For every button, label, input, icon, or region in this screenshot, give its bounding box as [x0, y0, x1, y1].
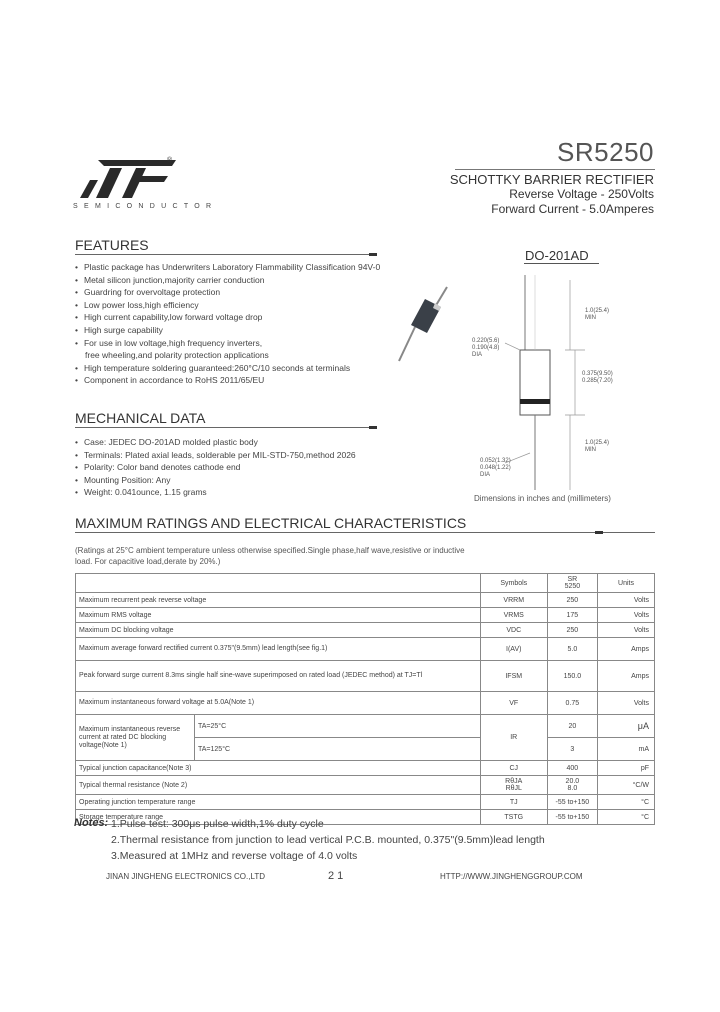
package-rule [524, 263, 599, 264]
footer-page: 2 1 [328, 870, 344, 882]
features-rule-mark [369, 253, 377, 256]
features-rule [75, 254, 375, 255]
list-item: • Mounting Position: Any [75, 474, 455, 487]
table-cell: VF [480, 692, 547, 715]
table-row [76, 638, 655, 661]
table-row [76, 715, 655, 738]
table-cell: SR 5250 [547, 574, 597, 593]
ratings-heading: MAXIMUM RATINGS AND ELECTRICAL CHARACTERISTICS [75, 515, 467, 531]
table-cell: Maximum DC blocking voltage [76, 623, 481, 638]
table-cell: 0.75 [547, 692, 597, 715]
table-cell: IFSM [480, 661, 547, 692]
table-cell: Amps [598, 638, 655, 661]
table-cell: °C [598, 795, 655, 810]
ratings-rule-mark [595, 531, 603, 534]
table-cell: Maximum average forward rectified current 0.375"(9.5mm) lead length(see fig.1) [76, 638, 481, 661]
table-cell: CJ [480, 761, 547, 776]
table-cell: I(AV) [480, 638, 547, 661]
table-cell: Volts [598, 623, 655, 638]
table-cell: Typical thermal resistance (Note 2) [76, 776, 481, 795]
table-cell: -55 to+150 [547, 810, 597, 825]
forward-current: Forward Current - 5.0Amperes [491, 202, 654, 216]
table-cell: Symbols [480, 574, 547, 593]
list-item: • High current capability,low forward voltage drop [75, 311, 455, 324]
table-row [76, 608, 655, 623]
list-item: free wheeling,and polarity protection applications [85, 350, 269, 361]
table-cell: Volts [598, 608, 655, 623]
table-cell: RθJA RθJL [480, 776, 547, 795]
table-cell [76, 574, 481, 593]
list-item: • For use in low voltage,high frequency inverters, [75, 337, 455, 350]
registered-mark: ® [167, 157, 173, 164]
table-cell: TJ [480, 795, 547, 810]
list-item: • Metal silicon junction,majority carrier conduction [75, 274, 455, 287]
diode-photo-icon [395, 285, 455, 365]
table-cell: 175 [547, 608, 597, 623]
table-cell: TA=125°C [195, 738, 481, 761]
ratings-note-line2: load. For capacitive load,derate by 20%.) [75, 557, 221, 566]
list-item: • Polarity: Color band denotes cathode end [75, 461, 455, 474]
mechanical-heading: MECHANICAL DATA [75, 410, 206, 426]
list-item: • Case: JEDEC DO-201AD molded plastic body [75, 436, 455, 449]
table-cell: pF [598, 761, 655, 776]
table-row [76, 623, 655, 638]
notes-label: Notes: [74, 817, 109, 829]
table-row [76, 795, 655, 810]
header-rule [455, 169, 655, 170]
table-cell: TA=25°C [195, 715, 481, 738]
package-name: DO-201AD [525, 248, 589, 263]
table-cell: TSTG [480, 810, 547, 825]
table-cell: 150.0 [547, 661, 597, 692]
table-cell: Volts [598, 593, 655, 608]
dim-body-len: 0.375(9.50) 0.285(7.20) [582, 371, 613, 384]
table-cell: VDC [480, 623, 547, 638]
table-cell: Storage temperature range [76, 810, 481, 825]
list-item: • High surge capability [75, 324, 455, 337]
list-item: • Component in accordance to RoHS 2011/65/EU [75, 374, 455, 387]
note-1: 1.Pulse test: 300μs pulse width,1% duty cycle [111, 818, 324, 830]
list-item: • Plastic package has Underwriters Laboratory Flammability Classification 94V-0 [75, 261, 455, 274]
list-item: • Terminals: Plated axial leads, solderable per MIL-STD-750,method 2026 [75, 449, 455, 462]
table-cell: mA [598, 738, 655, 761]
table-cell: °C [598, 810, 655, 825]
ratings-table [75, 573, 655, 825]
footer-company: JINAN JINGHENG ELECTRONICS CO.,LTD [106, 872, 265, 881]
product-title: SCHOTTKY BARRIER RECTIFIER [449, 172, 654, 187]
dimensions-note: Dimensions in inches and (millimeters) [474, 494, 611, 503]
table-row [76, 692, 655, 715]
table-row [76, 661, 655, 692]
table-cell: Peak forward surge current 8.3ms single half sine-wave superimposed on rated load (JEDEC method) at TJ=Tl [76, 661, 481, 692]
table-header-row [76, 574, 655, 593]
dim-lead-top: 1.0(25.4) MIN [585, 308, 610, 321]
company-subtitle: SEMICONDUCTOR [73, 203, 218, 210]
table-cell: 5.0 [547, 638, 597, 661]
footer-url[interactable]: HTTP://WWW.JINGHENGGROUP.COM [440, 872, 583, 881]
table-cell: 400 [547, 761, 597, 776]
reverse-voltage: Reverse Voltage - 250Volts [509, 187, 654, 201]
table-row [76, 593, 655, 608]
table-cell: VRRM [480, 593, 547, 608]
table-cell: 250 [547, 623, 597, 638]
table-cell: Maximum instantaneous forward voltage at 5.0A(Note 1) [76, 692, 481, 715]
part-number: SR5250 [557, 137, 654, 167]
table-cell: 20.0 8.0 [547, 776, 597, 795]
table-cell: 20 [547, 715, 597, 738]
table-cell: Maximum RMS voltage [76, 608, 481, 623]
mechanical-rule-mark [369, 426, 377, 429]
ratings-note-line1: (Ratings at 25°C ambient temperature unless otherwise specified.Single phase,half wave,resistive or inductive [75, 546, 465, 555]
table-cell: Maximum instantaneous reverse current at rated DC blocking voltage(Note 1) [76, 715, 195, 761]
list-item: • Weight: 0.041ounce, 1.15 grams [75, 486, 455, 499]
list-item: • Low power loss,high efficiency [75, 299, 455, 312]
mechanical-list [75, 436, 455, 499]
table-cell: 3 [547, 738, 597, 761]
table-cell: Amps [598, 661, 655, 692]
table-row [76, 761, 655, 776]
list-item: • Guardring for overvoltage protection [75, 286, 455, 299]
note-2: 2.Thermal resistance from junction to lead vertical P.C.B. mounted, 0.375"(9.5mm)lead length [111, 834, 545, 846]
table-cell: 250 [547, 593, 597, 608]
table-cell: °C/W [598, 776, 655, 795]
table-cell: μA [598, 715, 655, 738]
mechanical-rule [75, 427, 375, 428]
dim-lead-bottom: 1.0(25.4) MIN [585, 440, 610, 453]
table-cell: Maximum recurrent peak reverse voltage [76, 593, 481, 608]
features-heading: FEATURES [75, 237, 149, 253]
company-logo [80, 160, 180, 198]
dim-body-dia: 0.220(5.6) 0.190(4.8) DIA [472, 338, 500, 358]
table-cell: IR [480, 715, 547, 761]
table-cell: VRMS [480, 608, 547, 623]
table-cell: Volts [598, 692, 655, 715]
ratings-condition-note [75, 545, 465, 567]
ratings-rule [75, 532, 655, 533]
table-cell: Typical junction capacitance(Note 3) [76, 761, 481, 776]
dim-lead-dia: 0.052(1.32) 0.048(1.22) DIA [480, 458, 511, 478]
list-item: • High temperature soldering guaranteed:260°C/10 seconds at terminals [75, 362, 455, 375]
table-cell: -55 to+150 [547, 795, 597, 810]
note-3: 3.Measured at 1MHz and reverse voltage of 4.0 volts [111, 850, 358, 862]
table-cell: Operating junction temperature range [76, 795, 481, 810]
table-row [76, 776, 655, 795]
table-cell: Units [598, 574, 655, 593]
